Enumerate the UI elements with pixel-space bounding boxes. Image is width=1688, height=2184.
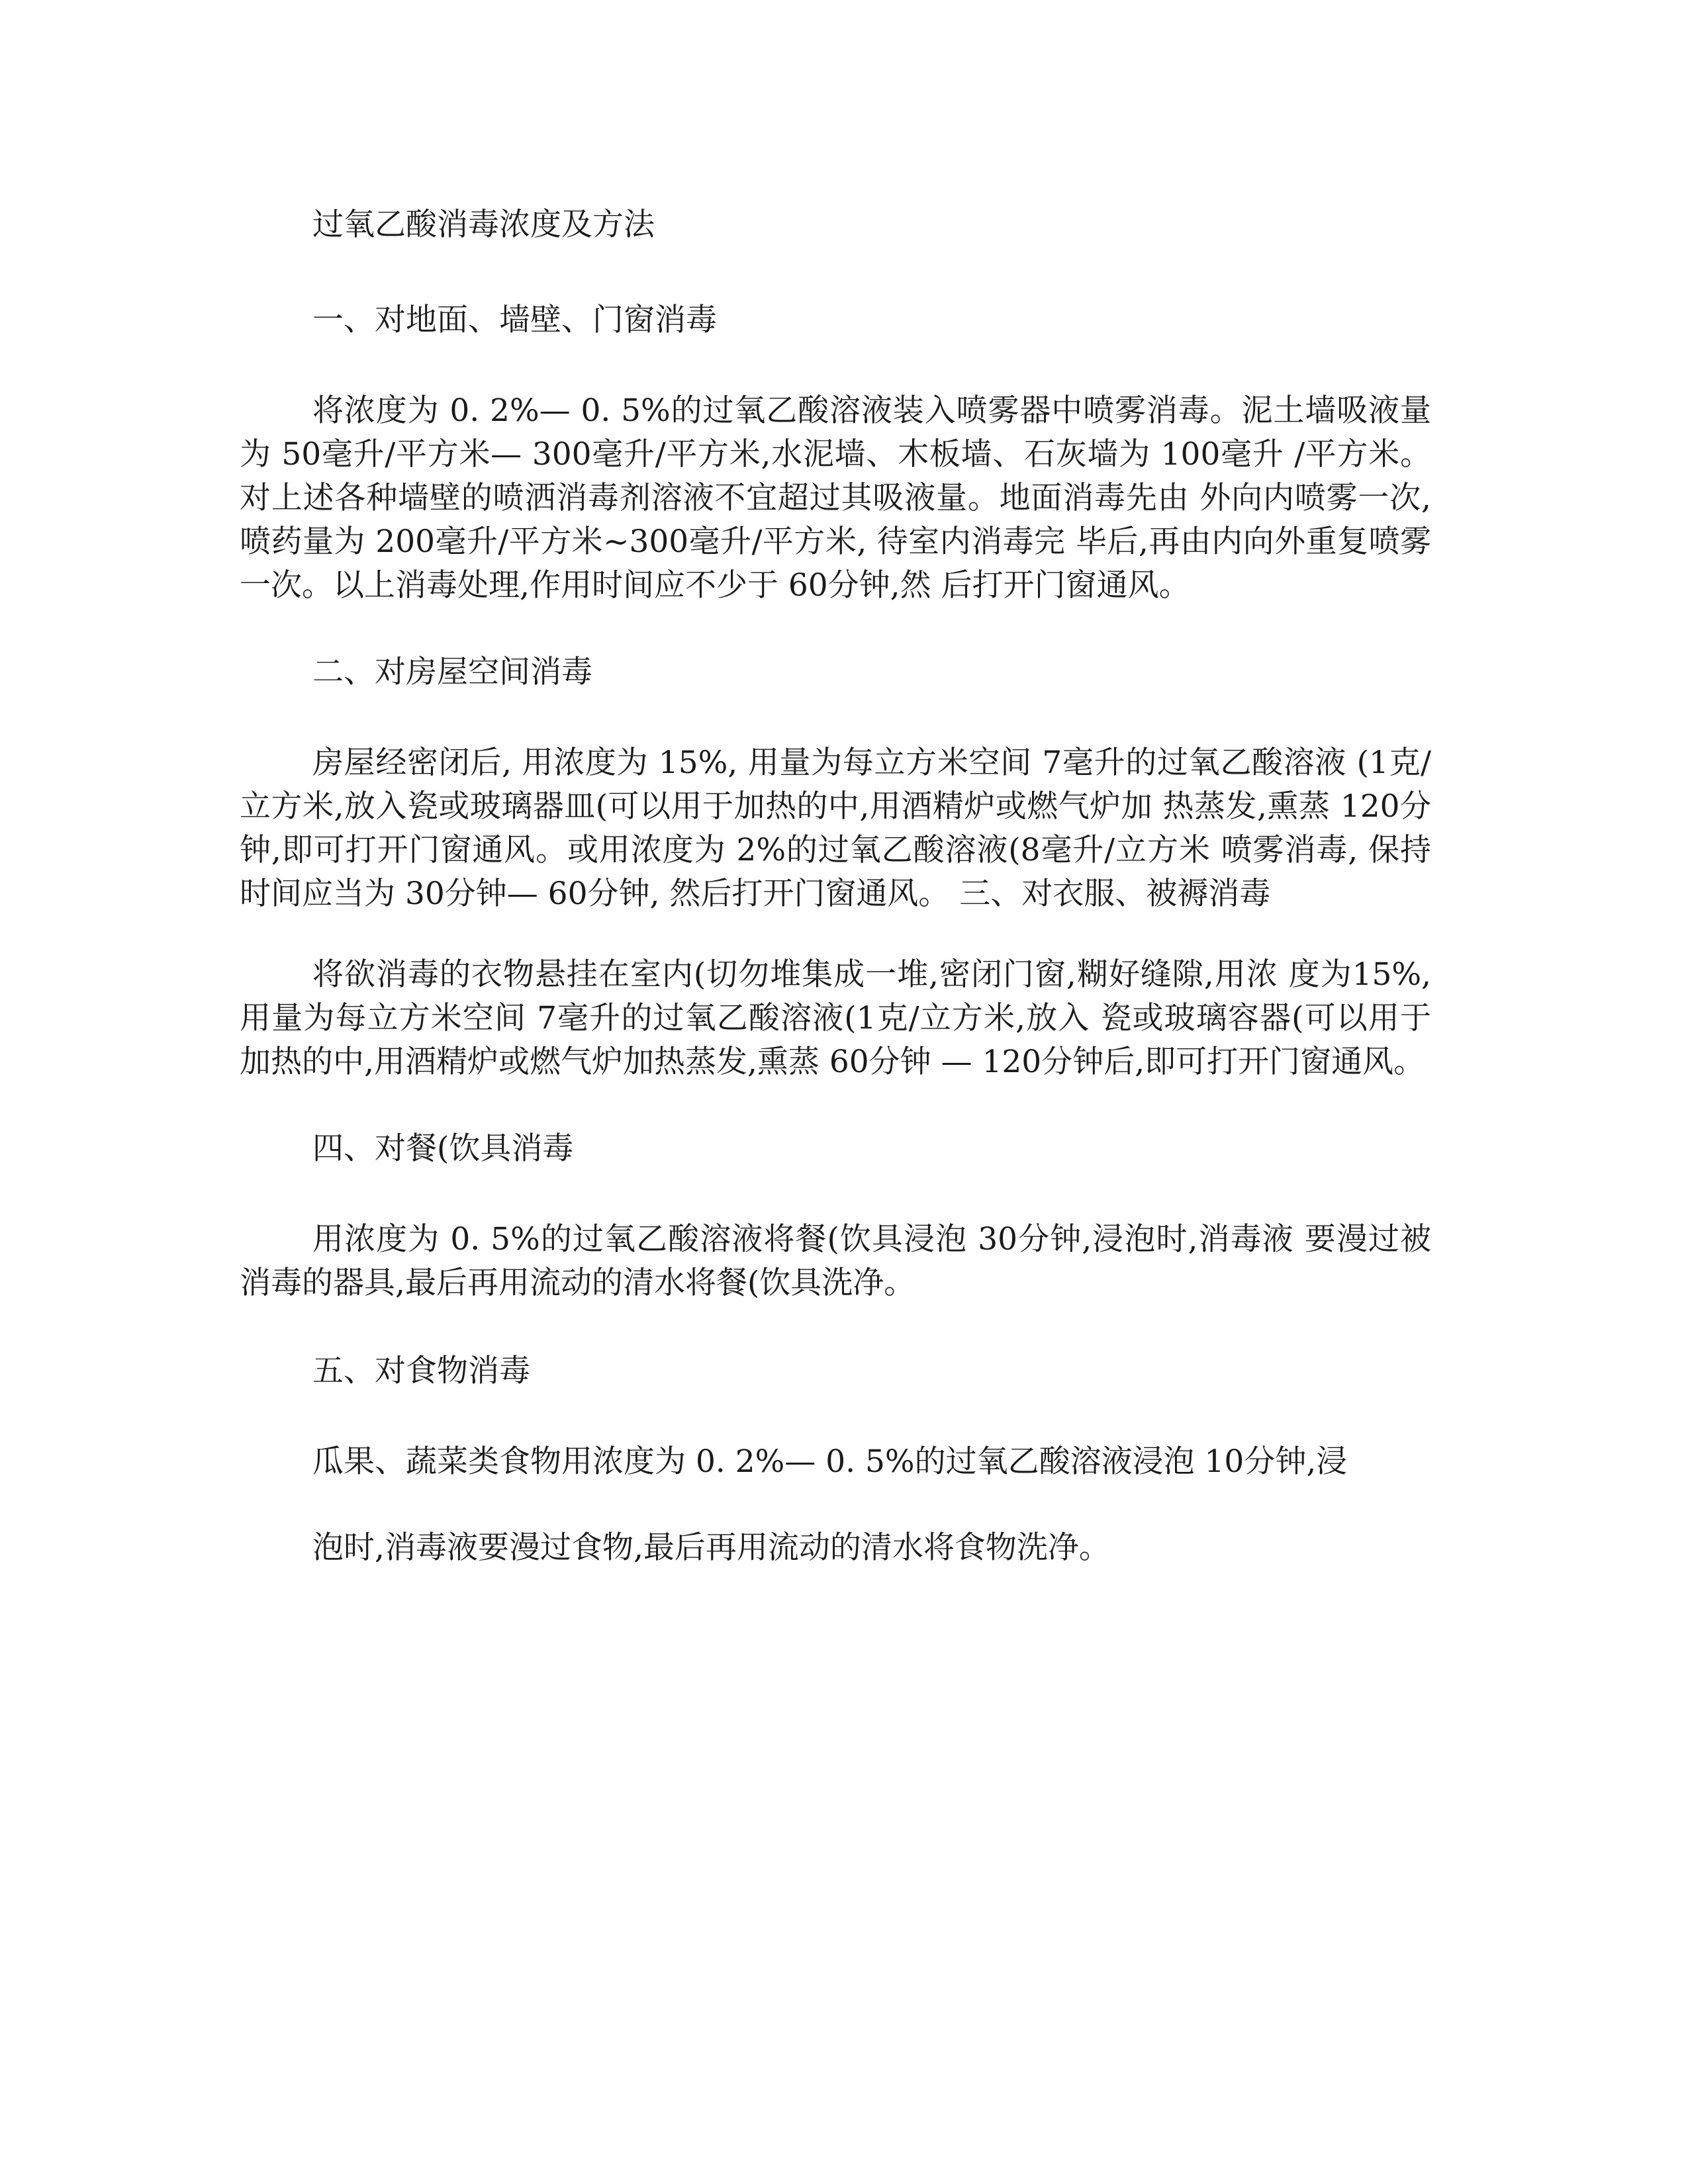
section-body-4: 用浓度为 0. 5%的过氧乙酸溶液将餐(饮具浸泡 30分钟,浸泡时,消毒液 要漫过被消毒的器具,最后再用流动的清水将餐(饮具洗净。 [240,1221,1431,1301]
section-body-3: 将欲消毒的衣物悬挂在室内(切勿堆集成一堆,密闭门窗,糊好缝隙,用浓 度为15%,用量为每立方米空间 7毫升的过氧乙酸溶液(1克/立方米,放入 瓷或玻璃容器(可以用于加热的中,用酒精炉或燃气炉加热蒸发,熏蒸 60分钟 — 120分钟后,即可打开门窗通风。 [240,956,1431,1080]
section-body-5: 瓜果、蔬菜类食物用浓度为 0. 2%— 0. 5%的过氧乙酸溶液浸泡 10分钟,浸 [312,1443,1348,1480]
document-title: 过氧乙酸消毒浓度及方法 [312,206,655,243]
section-body-2: 房屋经密闭后, 用浓度为 15%, 用量为每立方米空间 7毫升的过氧乙酸溶液 (1克/立方米,放入瓷或玻璃器皿(可以用于加热的中,用酒精炉或燃气炉加 热蒸发,熏蒸 120分钟,即可打开门窗通风。或用浓度为 2%的过氧乙酸溶液(8毫升/立方米 喷雾消毒, 保持时间应当为 30分钟— 60分钟, 然后打开门窗通风。 三、对衣服、被褥消毒 [240,745,1431,912]
section-heading-4: 四、对餐(饮具消毒 [312,1130,574,1167]
section-heading-1: 一、对地面、墙壁、门窗消毒 [312,302,717,338]
section-heading-5: 五、对食物消毒 [312,1353,530,1389]
section-heading-2: 二、对房屋空间消毒 [312,654,592,690]
section-body-1: 将浓度为 0. 2%— 0. 5%的过氧乙酸溶液装入喷雾器中喷雾消毒。泥土墙吸液量为 50毫升/平方米— 300毫升/平方米,水泥墙、木板墙、石灰墙为 100毫升 /平方米。对上述各种墙壁的喷洒消毒剂溶液不宜超过其吸液量。地面消毒先由 外向内喷雾一次, 喷药量为 200毫升/平方米~300毫升/平方米, 待室内消毒完 毕后,再由内向外重复喷雾一次。以上消毒处理,作用时间应不少于 60分钟,然 后打开门窗通风。 [240,392,1431,604]
section-body-5-continued: 泡时,消毒液要漫过食物,最后再用流动的清水将食物洗净。 [312,1529,1110,1566]
document-content [240,199,1431,1570]
